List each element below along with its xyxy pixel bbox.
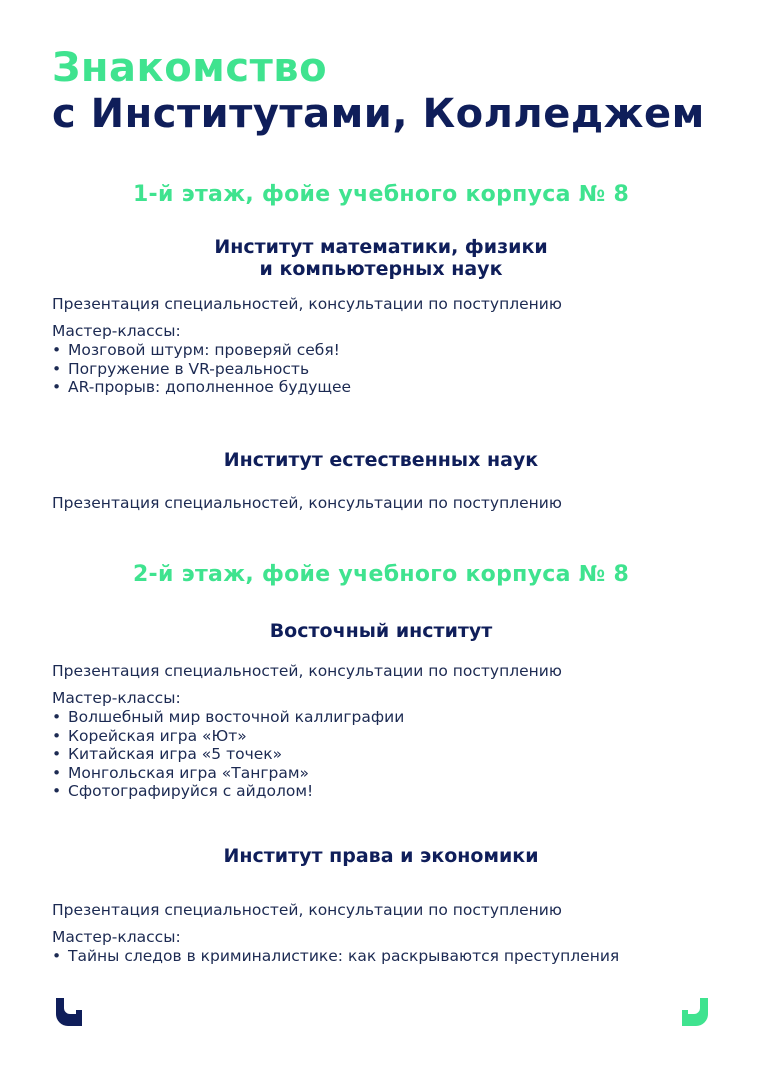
floor-2-heading: 2-й этаж, фойе учебного корпуса № 8 — [132, 562, 630, 587]
institute-natural-presentation: Презентация специальностей, консультации по поступлению — [52, 494, 562, 512]
institute-math-name-line1: Институт математики, физики — [214, 236, 548, 258]
list-item — [52, 341, 732, 360]
page-title — [52, 45, 705, 137]
page-title-line2: с Институтами, Колледжем — [52, 91, 705, 137]
floor-1-heading: 1-й этаж, фойе учебного корпуса № 8 — [132, 182, 630, 207]
green-logo-icon — [678, 996, 712, 1030]
institute-math-masterclass-heading: Мастер-классы: — [52, 322, 181, 340]
bullet: • — [52, 708, 62, 726]
list-item-text: Мозговой штурм: проверяй себя! — [68, 341, 340, 359]
institute-math-presentation: Презентация специальностей, консультации по поступлению — [52, 295, 562, 313]
institute-oriental-masterclass-heading: Мастер-классы: — [52, 689, 181, 707]
list-item — [52, 782, 732, 801]
bullet: • — [52, 359, 62, 378]
bullet: • — [52, 947, 62, 965]
bullet: • — [52, 726, 62, 745]
institute-law-masterclass-list — [52, 947, 732, 966]
page-title-line1: Знакомство — [52, 45, 328, 91]
list-item-text: Сфотографируйся с айдолом! — [68, 782, 314, 800]
institute-math-masterclass-list — [52, 341, 732, 397]
institute-math-name-line2: и компьютерных наук — [259, 258, 503, 280]
list-item — [52, 378, 732, 397]
list-item — [52, 764, 732, 783]
list-item-text: Погружение в VR-реальность — [68, 359, 310, 378]
institute-math-heading — [0, 236, 762, 280]
institute-law-presentation: Презентация специальностей, консультации по поступлению — [52, 901, 562, 919]
navy-logo-icon — [52, 996, 86, 1030]
bullet: • — [52, 378, 62, 396]
institute-law-heading: Институт права и экономики — [223, 845, 539, 867]
bullet: • — [52, 341, 62, 359]
bullet: • — [52, 763, 62, 782]
list-item-text: Тайны следов в криминалистике: как раскрываются преступления — [68, 947, 620, 965]
list-item — [52, 745, 732, 764]
list-item — [52, 727, 732, 746]
bullet: • — [52, 745, 62, 763]
institute-oriental-presentation: Презентация специальностей, консультации по поступлению — [52, 662, 562, 680]
institute-law-masterclass-heading: Мастер-классы: — [52, 928, 181, 946]
institute-oriental-heading: Восточный институт — [269, 620, 493, 642]
list-item — [52, 947, 732, 966]
institute-natural-heading: Институт естественных наук — [223, 449, 539, 471]
list-item-text: Монгольская игра «Танграм» — [68, 763, 310, 782]
list-item — [52, 360, 732, 379]
bullet: • — [52, 782, 62, 800]
list-item — [52, 708, 732, 727]
list-item-text: Китайская игра «5 точек» — [68, 745, 283, 763]
list-item-text: Волшебный мир восточной каллиграфии — [68, 708, 405, 726]
institute-oriental-masterclass-list — [52, 708, 732, 801]
list-item-text: Корейская игра «Ют» — [68, 726, 247, 745]
list-item-text: AR-прорыв: дополненное будущее — [68, 378, 352, 396]
